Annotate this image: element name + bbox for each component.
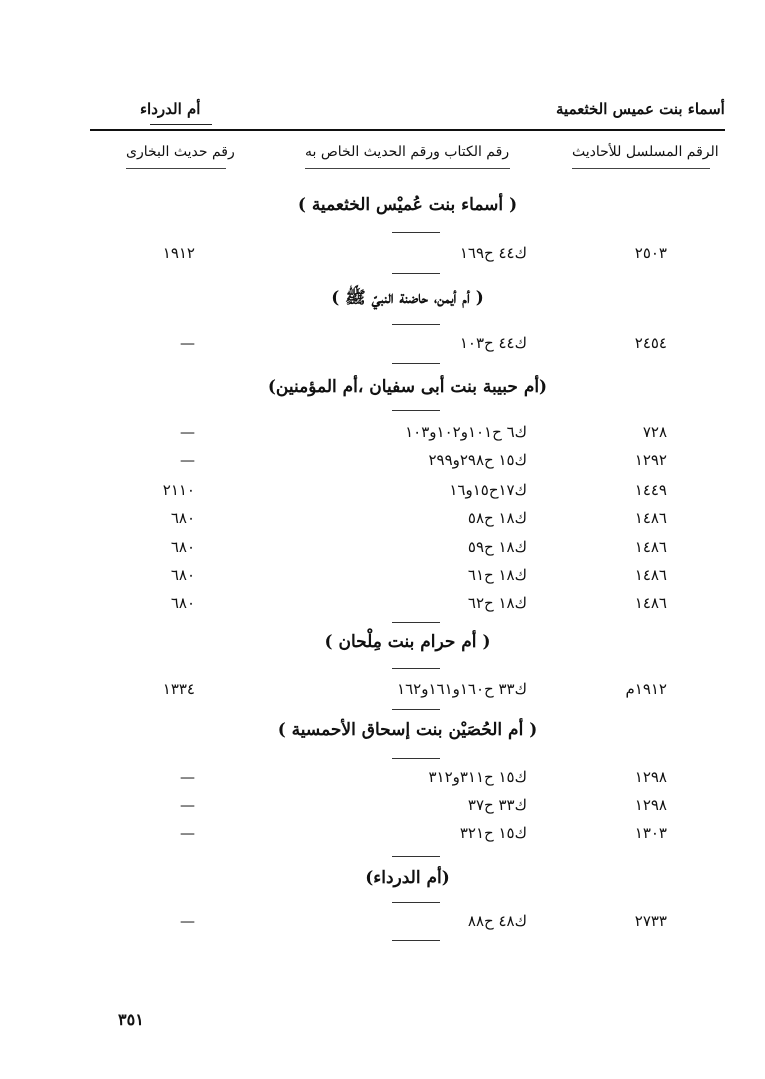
- serial-cell: ٢٥٠٣: [634, 244, 667, 262]
- section-title-text: ( أم حرام بنت مِلْحان ): [324, 632, 491, 652]
- serial-cell: ٢٧٣٣: [634, 912, 667, 930]
- reference-cell: ك٤٤ ح١٦٩: [459, 244, 527, 262]
- section-title: [0, 720, 765, 740]
- section-title: [0, 287, 765, 312]
- bukhari-cell: —: [180, 824, 195, 842]
- serial-cell: ١٢٩٢: [634, 451, 667, 469]
- bukhari-cell: ١٣٣٤: [162, 680, 195, 698]
- reference-cell: ك١٨ ح٥٩: [467, 538, 527, 556]
- section-title-text: (أم الدرداء): [365, 868, 450, 888]
- running-header-left: أم الدرداء: [140, 100, 201, 118]
- section-title: [0, 868, 765, 888]
- section-divider: [392, 856, 440, 857]
- serial-cell: ١٤٨٦: [634, 566, 667, 584]
- section-title-text: ( أسماء بنت عُميْس الخثعمية ): [297, 195, 518, 215]
- section-divider: [392, 622, 440, 623]
- page-number: ٣٥١: [118, 1010, 144, 1029]
- serial-cell: ١٩١٢م: [625, 680, 667, 698]
- column-underline: [572, 168, 710, 169]
- section-divider: [392, 709, 440, 710]
- bukhari-cell: —: [180, 423, 195, 441]
- reference-cell: ك١٨ ح٦٢: [467, 594, 527, 612]
- serial-cell: ١٤٨٦: [634, 538, 667, 556]
- bukhari-cell: —: [180, 451, 195, 469]
- section-title: [0, 377, 765, 397]
- section-title-text: ( أم الحُصَيْن بنت إسحاق الأحمسية ): [277, 720, 538, 740]
- column-underline: [305, 168, 510, 169]
- section-divider: [392, 410, 440, 411]
- reference-cell: ك١٧ح١٥و١٦: [449, 481, 527, 499]
- column-header-serial: الرقم المسلسل للأحاديث: [572, 144, 719, 160]
- bukhari-cell: ٦٨٠: [170, 538, 195, 556]
- bukhari-cell: ٦٨٠: [170, 509, 195, 527]
- reference-cell: ك١٥ ح٢٩٨و٢٩٩: [428, 451, 527, 469]
- section-divider: [392, 902, 440, 903]
- bukhari-cell: —: [180, 768, 195, 786]
- bukhari-cell: ٢١١٠: [162, 481, 195, 499]
- bukhari-cell: ٦٨٠: [170, 566, 195, 584]
- section-divider: [392, 232, 440, 233]
- section-divider: [392, 273, 440, 274]
- section-title-text: ( أم أيمن، حاضنة النبيّ ﷺ ): [331, 288, 484, 308]
- reference-cell: ك١٨ ح٥٨: [467, 509, 527, 527]
- section-divider: [392, 668, 440, 669]
- bukhari-cell: —: [180, 334, 195, 352]
- section-title-text: (أم حبيبة بنت أبى سفيان ،أم المؤمنين): [267, 377, 548, 397]
- reference-cell: ك١٨ ح٦١: [467, 566, 527, 584]
- reference-cell: ك٤٨ ح٨٨: [467, 912, 527, 930]
- section-title: [0, 195, 765, 215]
- section-divider: [392, 363, 440, 364]
- serial-cell: ٧٢٨: [642, 423, 667, 441]
- column-header-reference: رقم الكتاب ورقم الحديث الخاص به: [305, 144, 510, 160]
- bukhari-cell: ١٩١٢: [162, 244, 195, 262]
- header-underline: [150, 124, 212, 125]
- section-divider: [392, 940, 440, 941]
- reference-cell: ك٣٣ ح١٦٠و١٦١و١٦٢: [397, 680, 527, 698]
- header-rule: [90, 129, 725, 131]
- reference-cell: ك٦ ح١٠١و١٠٢و١٠٣: [405, 423, 527, 441]
- reference-cell: ك٤٤ ح١٠٣: [459, 334, 527, 352]
- bukhari-cell: —: [180, 796, 195, 814]
- reference-cell: ك٣٣ ح٣٧: [467, 796, 527, 814]
- running-header-right: أسماء بنت عميس الخثعمية: [556, 100, 725, 118]
- serial-cell: ١٢٩٨: [634, 796, 667, 814]
- serial-cell: ١٣٠٣: [634, 824, 667, 842]
- column-underline: [126, 168, 226, 169]
- serial-cell: ١٤٨٦: [634, 509, 667, 527]
- bukhari-cell: —: [180, 912, 195, 930]
- serial-cell: ٢٤٥٤: [634, 334, 667, 352]
- reference-cell: ك١٥ ح٣١١و٣١٢: [428, 768, 527, 786]
- section-divider: [392, 758, 440, 759]
- serial-cell: ١٢٩٨: [634, 768, 667, 786]
- serial-cell: ١٤٤٩: [634, 481, 667, 499]
- section-title: [0, 632, 765, 652]
- reference-cell: ك١٥ ح٣٢١: [459, 824, 527, 842]
- column-header-bukhari: رقم حديث البخارى: [126, 144, 235, 160]
- serial-cell: ١٤٨٦: [634, 594, 667, 612]
- bukhari-cell: ٦٨٠: [170, 594, 195, 612]
- section-divider: [392, 324, 440, 325]
